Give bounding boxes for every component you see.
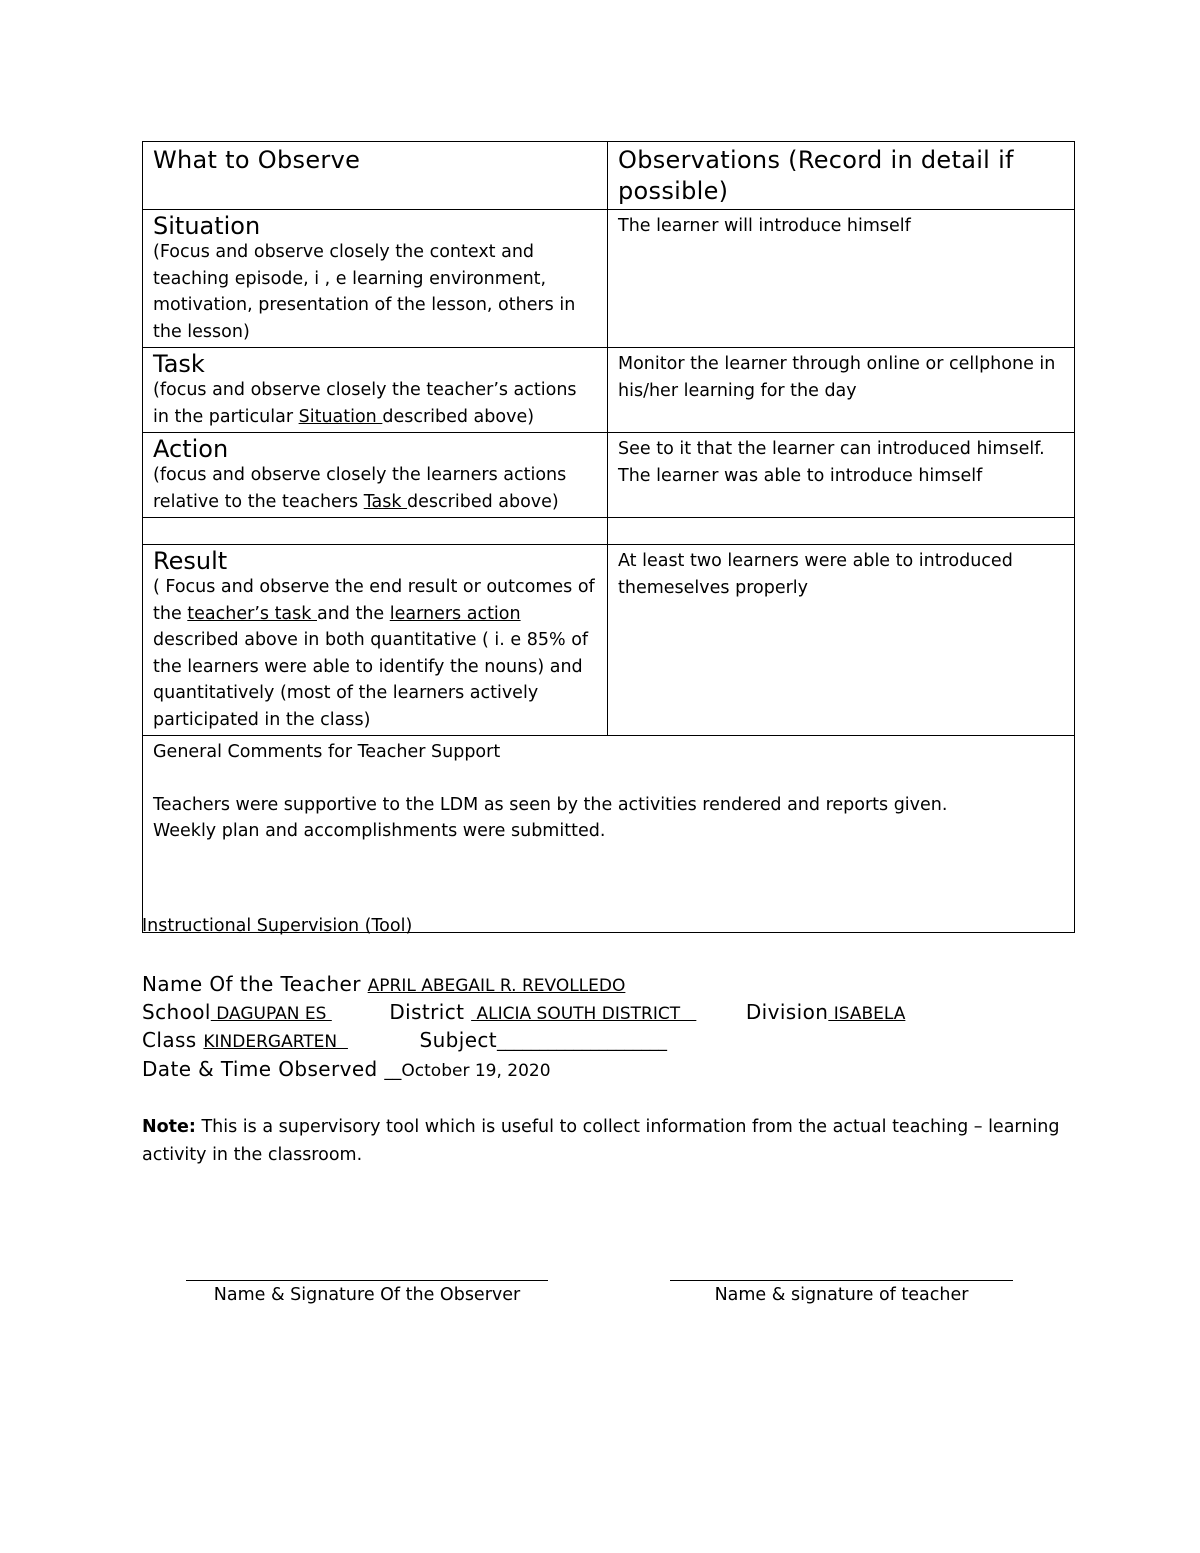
signature-line [186,1262,548,1281]
row-description: ( Focus and observe the end result or outcomes of the teacher’s task and the learners action described above in both quantitative ( i. e 85% of the learners were able to identify the nouns) and quantitatively (most of the learners actively participated in the class) [153,577,595,730]
comments-label: General Comments for Teacher Support [153,742,501,762]
observer-signature [186,1262,548,1305]
table-row-task [143,348,1075,433]
row-observation-line2: The learner was able to introduce himself [618,465,983,486]
division-value: ISABELA [828,1004,906,1024]
observation-table [142,141,1075,933]
teacher-label: Name Of the Teacher [142,972,368,996]
row-observation: The learner will introduce himself [618,216,911,236]
subject-label: Subject [419,1028,498,1052]
tool-title: Instructional Supervision (Tool) [142,916,413,936]
row-title: Task [153,350,205,378]
general-comments [143,736,1075,933]
comments-line: Teachers were supportive to the LDM as seen by the activities rendered and reports given. [153,794,948,815]
row-observation-line1: See to it that the learner can introduced himself. [618,439,1045,459]
observer-signature-label: Name & Signature Of the Observer [213,1285,521,1305]
comments-line: Weekly plan and accomplishments were submitted. [153,821,606,841]
teacher-signature [670,1262,1013,1305]
district-value: ALICIA SOUTH DISTRICT [471,1004,697,1024]
teacher-name-line [142,972,625,996]
row-description: (focus and observe closely the learners actions relative to the teachers Task described above) [153,465,567,512]
row-observation: At least two learners were able to introduced themeselves properly [618,551,1013,598]
table-row-action [143,433,1075,518]
school-line [142,1000,905,1024]
division-label: Division [745,1000,829,1024]
row-title: Result [153,547,228,575]
row-description: (Focus and observe closely the context and teaching episode, i , e learning environment, motivation, presentation of the lesson, others in the lesson) [153,242,576,342]
table-row-situation [143,210,1075,348]
table-row-result [143,545,1075,736]
school-label: School [142,1000,211,1024]
class-label: Class [142,1028,204,1052]
date-value: October 19, 2020 [401,1061,551,1081]
class-line [142,1028,667,1052]
class-value: KINDERGARTEN [203,1032,348,1052]
row-observation: Monitor the learner through online or cellphone in his/her learning for the day [618,354,1056,401]
header-what-to-observe: What to Observe [143,142,608,210]
subject-blank: ____________________ [497,1032,668,1052]
row-title: Action [153,435,229,463]
note-text: This is a supervisory tool which is useful to collect information from the actual teaching – learning activity in the classroom. [142,1117,1060,1165]
date-line: Date & Time Observed __October 19, 2020 [142,1057,551,1081]
signature-line [670,1262,1013,1281]
table-row-empty [143,518,1075,545]
row-title: Situation [153,212,261,240]
school-value: DAGUPAN ES [210,1004,332,1024]
note-label: Note: [142,1117,196,1137]
header-observations: Observations (Record in detail if possible) [608,142,1075,210]
date-label: Date & Time Observed [142,1057,385,1081]
row-description: (focus and observe closely the teacher’s actions in the particular Situation described above) [153,380,577,427]
table-row-comments [143,736,1075,933]
note-paragraph [142,1113,1072,1169]
teacher-signature-label: Name & signature of teacher [714,1285,969,1305]
district-label: District [389,1000,472,1024]
teacher-value: APRIL ABEGAIL R. REVOLLEDO [367,976,626,996]
table-header-row [143,142,1075,210]
